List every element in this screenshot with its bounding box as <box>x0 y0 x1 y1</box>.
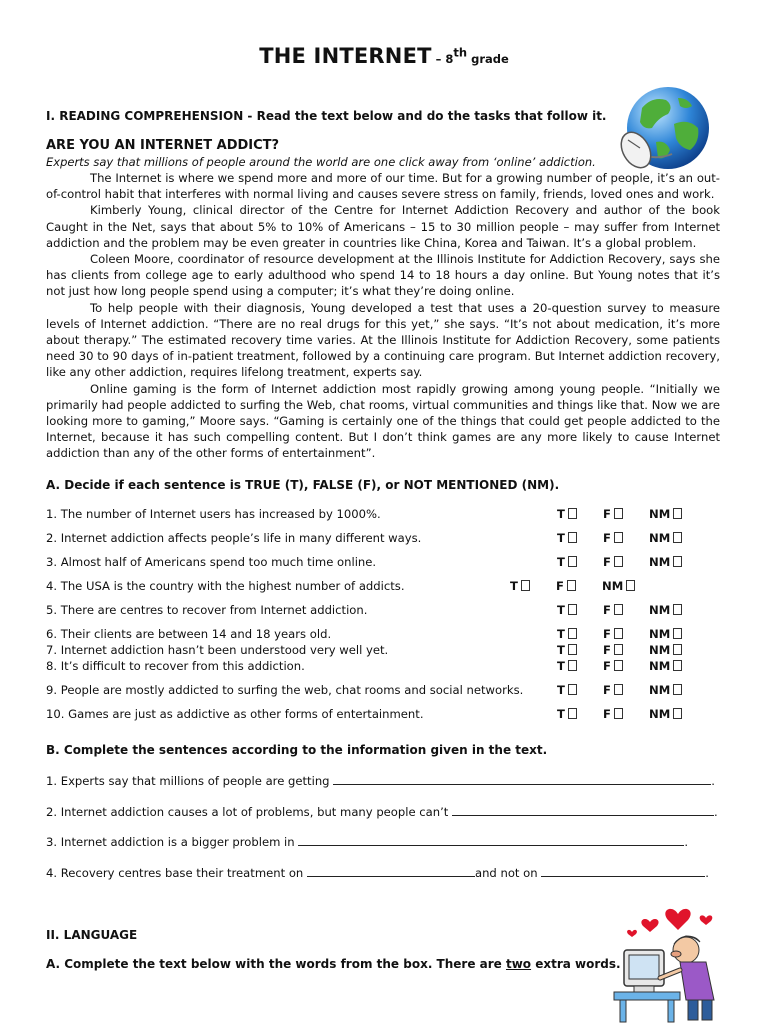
taskA-statement: 7. Internet addiction hasn’t been understood very well yet. <box>46 643 389 657</box>
option-label: NM <box>649 683 671 697</box>
checkbox-icon[interactable] <box>673 628 682 639</box>
option-label: T <box>557 707 565 721</box>
option-label: T <box>510 579 518 593</box>
option-label: T <box>557 531 565 545</box>
checkbox-icon[interactable] <box>521 580 530 591</box>
taskA-statement: 2. Internet addiction affects people’s life in many different ways. <box>46 531 422 545</box>
checkbox-icon[interactable] <box>673 660 682 671</box>
checkbox-icon[interactable] <box>614 556 623 567</box>
checkbox-icon[interactable] <box>614 508 623 519</box>
option-t-checkbox[interactable] <box>557 555 577 569</box>
option-label: NM <box>649 627 671 641</box>
taskA-emphasis: two <box>505 957 532 971</box>
title-dash: – 8 <box>431 52 454 66</box>
option-label: T <box>557 555 565 569</box>
taskA-statement: 4. The USA is the country with the highest number of addicts. <box>46 579 405 593</box>
taskB-item-text: 2. Internet addiction causes a lot of problems, but many people can’t <box>46 805 449 819</box>
period: . <box>711 774 715 788</box>
option-label: F <box>556 579 564 593</box>
option-label: F <box>603 603 611 617</box>
checkbox-icon[interactable] <box>568 644 577 655</box>
option-label: F <box>603 531 611 545</box>
section2-heading: II. LANGUAGE <box>46 928 138 942</box>
option-label: F <box>603 659 611 673</box>
option-label: T <box>557 603 565 617</box>
taskB-item-2 <box>46 804 718 819</box>
option-f-checkbox[interactable] <box>603 555 623 569</box>
taskB-item-3 <box>46 834 688 849</box>
option-nm-checkbox[interactable] <box>649 507 682 521</box>
option-nm-checkbox[interactable] <box>649 683 682 697</box>
option-label: T <box>557 627 565 641</box>
checkbox-icon[interactable] <box>568 684 577 695</box>
taskB-heading: B. Complete the sentences according to the information given in the text. <box>46 743 548 757</box>
checkbox-icon[interactable] <box>568 628 577 639</box>
taskA-statement: 10. Games are just as addictive as other forms of entertainment. <box>46 707 424 721</box>
checkbox-icon[interactable] <box>673 644 682 655</box>
option-f-checkbox[interactable] <box>603 683 623 697</box>
option-nm-checkbox[interactable] <box>649 707 682 721</box>
option-label: T <box>557 507 565 521</box>
option-label: NM <box>649 507 671 521</box>
option-label: F <box>603 555 611 569</box>
option-nm-checkbox[interactable] <box>649 627 682 641</box>
taskA-statement: 3. Almost half of Americans spend too much time online. <box>46 555 377 569</box>
checkbox-icon[interactable] <box>673 708 682 719</box>
option-label: NM <box>649 603 671 617</box>
taskB-item-text: 3. Internet addiction is a bigger problem in <box>46 835 295 849</box>
option-t-checkbox[interactable] <box>557 659 577 673</box>
article-intro: Experts say that millions of people around the world are one click away from ‘online’ addiction. <box>46 155 596 169</box>
article-body <box>46 170 720 462</box>
option-label: NM <box>649 659 671 673</box>
option-t-checkbox[interactable] <box>510 579 530 593</box>
computer-love-cartoon-icon <box>610 900 728 1024</box>
option-f-checkbox[interactable] <box>603 603 623 617</box>
title-sup: th <box>453 45 468 60</box>
option-f-checkbox[interactable] <box>603 531 623 545</box>
section2-taskA-heading <box>46 957 621 971</box>
taskA-pre: A. Complete the text below with the words from the box. There are <box>46 957 506 971</box>
period: . <box>684 835 689 849</box>
checkbox-icon[interactable] <box>673 556 682 567</box>
page-title <box>0 44 768 68</box>
globe-mouse-icon <box>612 84 718 180</box>
taskB-item-text: 4. Recovery centres base their treatment on <box>46 866 304 880</box>
checkbox-icon[interactable] <box>614 604 623 615</box>
taskA-statement: 5. There are centres to recover from Internet addiction. <box>46 603 368 617</box>
checkbox-icon[interactable] <box>614 644 623 655</box>
option-label: F <box>603 627 611 641</box>
option-nm-checkbox[interactable] <box>602 579 635 593</box>
checkbox-icon[interactable] <box>568 708 577 719</box>
period: . <box>714 805 718 819</box>
taskA-statement: 6. Their clients are between 14 and 18 years old. <box>46 627 332 641</box>
taskA-statement: 1. The number of Internet users has increased by 1000%. <box>46 507 381 521</box>
taskA-statement: 8. It’s difficult to recover from this addiction. <box>46 659 305 673</box>
option-t-checkbox[interactable] <box>557 603 577 617</box>
option-label: NM <box>602 579 624 593</box>
option-nm-checkbox[interactable] <box>649 555 682 569</box>
and-not-on: and not on <box>474 866 538 880</box>
title-main: THE INTERNET <box>259 44 432 68</box>
option-f-checkbox[interactable] <box>603 627 623 641</box>
answer-blank[interactable] <box>452 804 714 816</box>
checkbox-icon[interactable] <box>614 628 623 639</box>
checkbox-icon[interactable] <box>614 684 623 695</box>
article-heading: ARE YOU AN INTERNET ADDICT? <box>46 138 280 153</box>
option-f-checkbox[interactable] <box>603 643 623 657</box>
period: . <box>705 866 709 880</box>
taskA-post: extra words. <box>531 957 621 971</box>
option-t-checkbox[interactable] <box>557 507 577 521</box>
title-grade: grade <box>467 52 509 66</box>
checkbox-icon[interactable] <box>568 660 577 671</box>
answer-blank[interactable] <box>333 773 711 785</box>
checkbox-icon[interactable] <box>614 660 623 671</box>
option-t-checkbox[interactable] <box>557 683 577 697</box>
option-label: NM <box>649 643 671 657</box>
taskB-item-4 <box>46 865 709 880</box>
checkbox-icon[interactable] <box>673 532 682 543</box>
option-label: NM <box>649 707 671 721</box>
answer-blank[interactable] <box>307 865 475 877</box>
checkbox-icon[interactable] <box>568 556 577 567</box>
checkbox-icon[interactable] <box>614 708 623 719</box>
option-label: T <box>557 643 565 657</box>
article-paragraph: The Internet is where we spend more and more of our time. But for a growing number of people, it’s an out-of-control habit that interferes with normal living and causes severe stress on family, friends, loved ones and work. <box>46 171 720 202</box>
option-label: F <box>603 707 611 721</box>
checkbox-icon[interactable] <box>614 532 623 543</box>
article-paragraph: Coleen Moore, coordinator of resource development at the Illinois Institute for Addiction Recovery, says she has clients from college age to early adulthood who spend 14 to 18 hours a day online. But Young notes that it’s not just how long people spend using a computer; it’s what they’re doing online. <box>46 252 720 299</box>
taskA-statement: 9. People are mostly addicted to surfing the web, chat rooms and social networks. <box>46 683 524 697</box>
article-paragraph: To help people with their diagnosis, Young developed a test that uses a 20-question survey to measure levels of Internet addiction. “There are no real drugs for this yet,” she says. “It’s not about medication, it’s more about therapy.” The estimated recovery time varies. At the Illinois Institute for Addiction Recovery, some patients need 30 to 90 days of in-patient treatment, followed by a continuing care program. But Internet addiction recovery, like any other addiction, requires lifelong treatment, experts say. <box>46 300 720 380</box>
option-label: F <box>603 507 611 521</box>
article-paragraph: Online gaming is the form of Internet addiction most rapidly growing among young people. “Initially we primarily had people addicted to surfing the Web, chat rooms, virtual communities and things like that. Now we are looking more to gaming,” Moore says. “Gaming is certainly one of the things that could get people addicted to the Internet, because it has such compelling content. But I don’t think games are any more likely to cause Internet addiction than any of the other forms of entertainment”. <box>46 381 720 461</box>
option-nm-checkbox[interactable] <box>649 659 682 673</box>
article-paragraph: Kimberly Young, clinical director of the Centre for Internet Addiction Recovery and author of the book Caught in the Net, says that about 5% to 10% of Americans – 15 to 30 million people – may suffer from Internet addiction and the problem may be even greater in countries like China, Korea and Taiwan. It’s a global problem. <box>46 203 720 250</box>
option-t-checkbox[interactable] <box>557 707 577 721</box>
option-label: NM <box>649 555 671 569</box>
option-label: T <box>557 659 565 673</box>
taskB-item-text: 1. Experts say that millions of people are getting <box>46 774 330 788</box>
taskA-heading: A. Decide if each sentence is TRUE (T), FALSE (F), or NOT MENTIONED (NM). <box>46 478 560 492</box>
checkbox-icon[interactable] <box>568 508 577 519</box>
option-nm-checkbox[interactable] <box>649 531 682 545</box>
option-f-checkbox[interactable] <box>603 507 623 521</box>
answer-blank[interactable] <box>541 865 705 877</box>
checkbox-icon[interactable] <box>568 532 577 543</box>
option-t-checkbox[interactable] <box>557 643 577 657</box>
option-label: NM <box>649 531 671 545</box>
section1-heading: I. READING COMPREHENSION - Read the text below and do the tasks that follow it. <box>46 109 607 123</box>
option-f-checkbox[interactable] <box>556 579 576 593</box>
checkbox-icon[interactable] <box>567 580 576 591</box>
option-nm-checkbox[interactable] <box>649 603 682 617</box>
option-t-checkbox[interactable] <box>557 531 577 545</box>
taskB-item-1 <box>46 773 715 788</box>
option-label: F <box>603 683 611 697</box>
option-label: T <box>557 683 565 697</box>
option-t-checkbox[interactable] <box>557 627 577 641</box>
checkbox-icon[interactable] <box>673 604 682 615</box>
answer-blank[interactable] <box>298 834 684 846</box>
option-f-checkbox[interactable] <box>603 707 623 721</box>
option-label: F <box>603 643 611 657</box>
checkbox-icon[interactable] <box>626 580 635 591</box>
checkbox-icon[interactable] <box>568 604 577 615</box>
checkbox-icon[interactable] <box>673 508 682 519</box>
checkbox-icon[interactable] <box>673 684 682 695</box>
option-nm-checkbox[interactable] <box>649 643 682 657</box>
option-f-checkbox[interactable] <box>603 659 623 673</box>
